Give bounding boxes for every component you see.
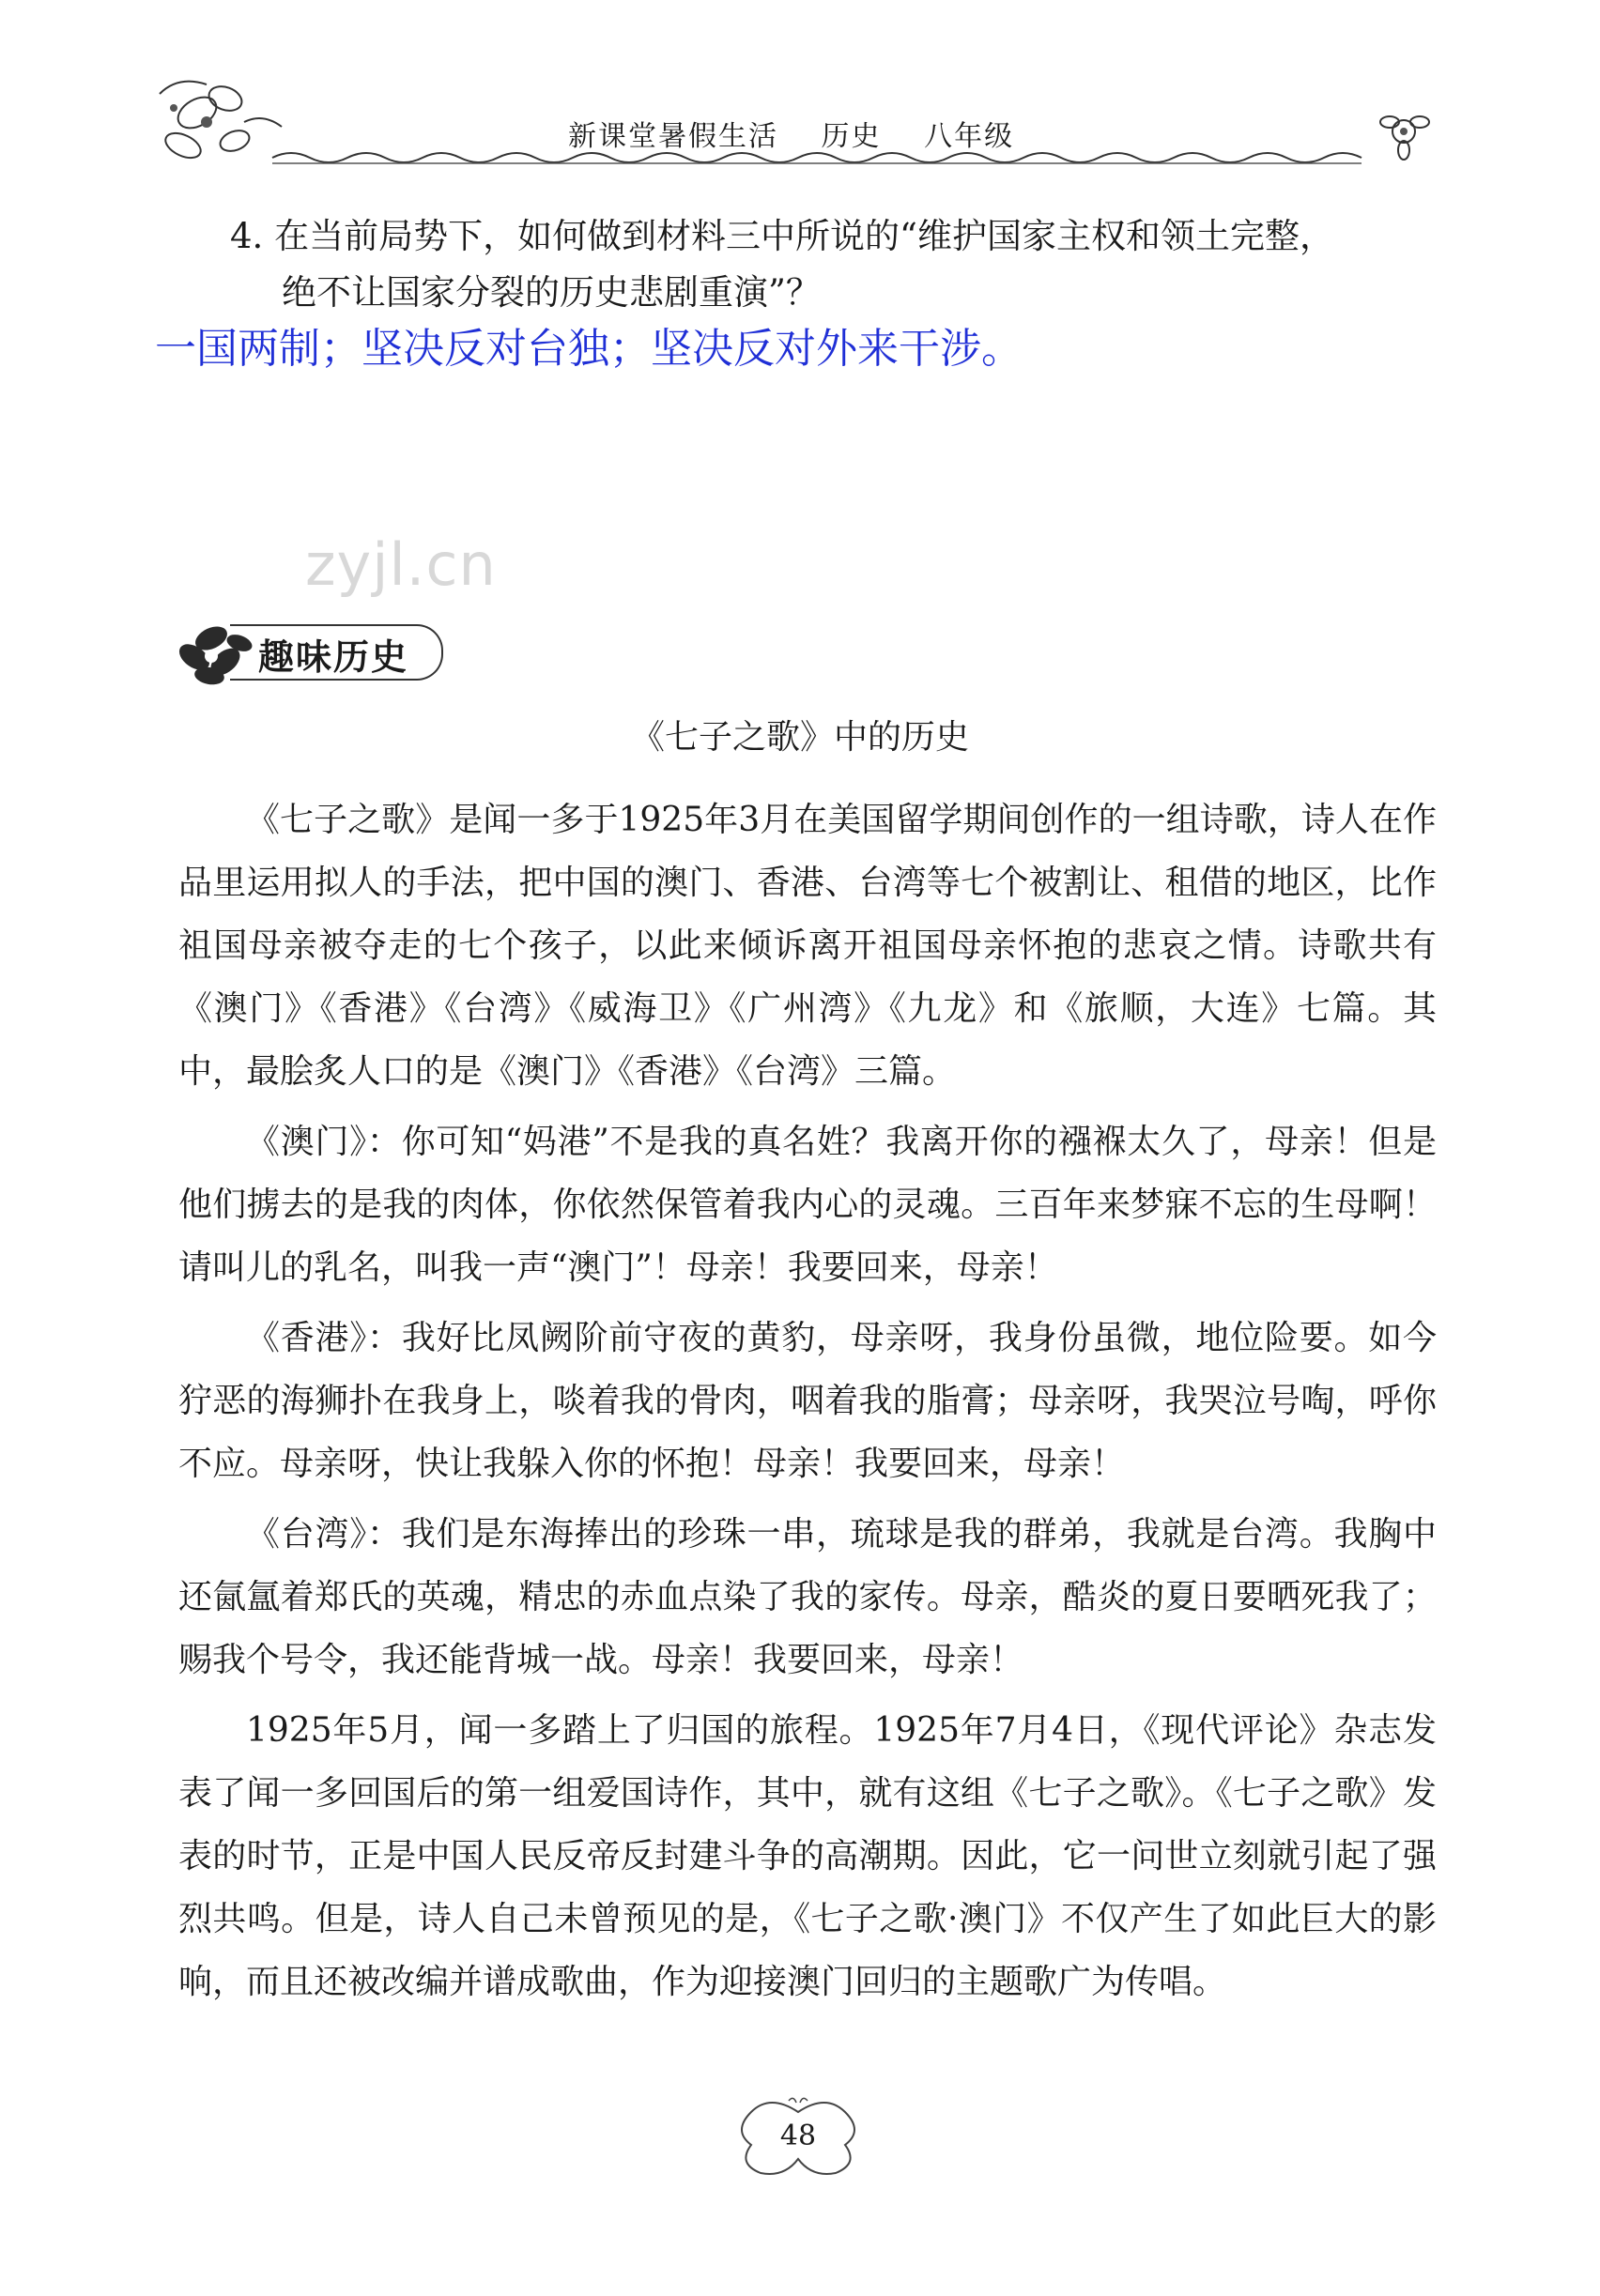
question-line-2: 绝不让国家分裂的历史悲剧重演”？: [282, 272, 821, 313]
question-4: [230, 208, 1469, 321]
header-book-name: 新课堂暑假生活: [568, 120, 778, 153]
section-badge: [174, 615, 455, 690]
answer-text: 一国两制；坚决反对台独；坚决反对外来干涉。: [155, 325, 1023, 373]
page-number-badge: [732, 2093, 864, 2178]
article-paragraph: 《香港》：我好比凤阙阶前守夜的黄豹，母亲呀，我身份虽微，地位险要。如今狞恶的海狮扑在我身上，啖着我的骨肉，咽着我的脂膏；母亲呀，我哭泣号啕，呼你不应。母亲呀，快让我躲入你的怀抱！母亲！我要回来，母亲！: [178, 1319, 1437, 1483]
article-paragraph: 《台湾》：我们是东海捧出的珍珠一串，琉球是我的群弟，我就是台湾。我胸中还氤氲着郑氏的英魂，精忠的赤血点染了我的家传。母亲，酷炎的夏日要晒死我了；赐我个号令，我还能背城一战。母亲！我要回来，母亲！: [178, 1515, 1437, 1679]
page-header: [141, 56, 1455, 169]
header-subject: 历史: [821, 120, 882, 153]
page-number: 48: [779, 2120, 817, 2152]
header-title: [568, 113, 1046, 154]
article-paragraph: 《七子之歌》是闻一多于1925年3月在美国留学期间创作的一组诗歌，诗人在作品里运用拟人的手法，把中国的澳门、香港、台湾等七个被割让、租借的地区，比作祖国母亲被夺走的七个孩子，以此来倾诉离开祖国母亲怀抱的悲哀之情。诗歌共有《澳门》《香港》《台湾》《威海卫》《广州湾》《九龙》和《旅顺，大连》七篇。其中，最脍炙人口的是《澳门》《香港》《台湾》三篇。: [178, 801, 1437, 1091]
article-title: 《七子之歌》中的历史: [630, 718, 969, 757]
watermark: zyjl.cn: [305, 530, 497, 599]
question-line-1: 4. 在当前局势下，如何做到材料三中所说的“维护国家主权和领土完整，: [230, 216, 1334, 256]
article-paragraph: 《澳门》：你可知“妈港”不是我的真名姓？我离开你的襁褓太久了，母亲！但是他们掳去的是我的肉体，你依然保管着我内心的灵魂。三百年来梦寐不忘的生母啊！请叫儿的乳名，叫我一声“澳门”！母亲！我要回来，母亲！: [178, 1123, 1437, 1287]
article-body: [178, 788, 1437, 2021]
article-paragraph: 1925年5月，闻一多踏上了归国的旅程。1925年7月4日，《现代评论》杂志发表了闻一多回国后的第一组爱国诗作，其中，就有这组《七子之歌》。《七子之歌》发表的时节，正是中国人民反帝反封建斗争的高潮期。因此，它一问世立刻就引起了强烈共鸣。但是，诗人自己未曾预见的是，《七子之歌·澳门》不仅产生了如此巨大的影响，而且还被改编并谱成歌曲，作为迎接澳门回归的主题歌广为传唱。: [178, 1711, 1437, 2001]
header-grade: 八年级: [924, 120, 1015, 153]
section-label: 趣味历史: [258, 636, 409, 678]
